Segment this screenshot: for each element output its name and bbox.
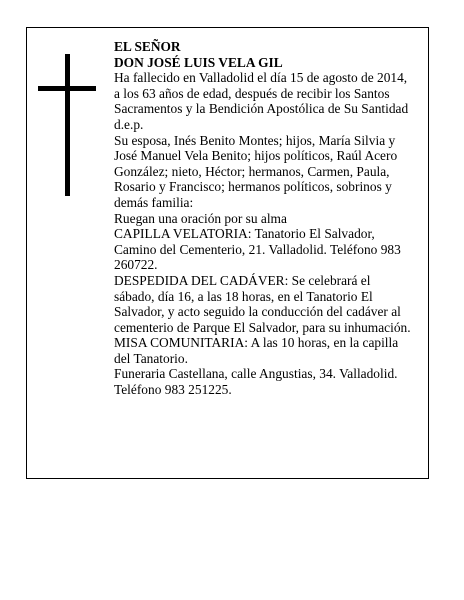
cross-vertical-bar	[65, 54, 70, 196]
obituary-notice	[26, 27, 429, 479]
notice-line: CAPILLA VELATORIA: Tanatorio El Salvador,	[114, 226, 375, 242]
notice-line: del Tanatorio.	[114, 350, 188, 366]
notice-line: Funeraria Castellana, calle Angustias, 34. Valladolid.	[114, 366, 398, 382]
notice-line: Rosario y Francisco; hermanos políticos, sobrinos y	[114, 179, 392, 195]
notice-line: Salvador, y acto seguido la conducción del cadáver al	[114, 304, 401, 320]
notice-line: Ha fallecido en Valladolid el día 15 de agosto de 2014,	[114, 70, 408, 86]
notice-line: Teléfono 983 251225.	[114, 382, 232, 398]
notice-line: a los 63 años de edad, después de recibir los Santos	[114, 85, 390, 101]
notice-line: 260722.	[114, 257, 158, 273]
notice-line: DESPEDIDA DEL CADÁVER: Se celebrará el	[114, 272, 371, 288]
notice-text-block	[114, 39, 420, 398]
notice-line: demás familia:	[114, 194, 194, 210]
notice-line: MISA COMUNITARIA: A las 10 horas, en la capilla	[114, 335, 399, 351]
notice-line: sábado, día 16, a las 18 horas, en el Tanatorio El	[114, 288, 373, 304]
notice-title: EL SEÑOR	[114, 39, 181, 54]
deceased-name: DON JOSÉ LUIS VELA GIL	[114, 54, 283, 70]
notice-line: González; nieto, Héctor; hermanos, Carmen, Paula,	[114, 163, 390, 179]
cross-horizontal-bar	[38, 86, 96, 91]
notice-line: cementerio de Parque El Salvador, para su inhumación.	[114, 319, 411, 335]
notice-line: Su esposa, Inés Benito Montes; hijos, María Silvia y	[114, 132, 396, 148]
notice-line: Sacramentos y la Bendición Apostólica de Su Santidad	[114, 101, 409, 117]
notice-line: José Manuel Vela Benito; hijos políticos, Raúl Acero	[114, 148, 398, 164]
notice-line: Camino del Cementerio, 21. Valladolid. Teléfono 983	[114, 241, 401, 257]
notice-line: d.e.p.	[114, 116, 144, 132]
notice-line: Ruegan una oración por su alma	[114, 210, 287, 226]
